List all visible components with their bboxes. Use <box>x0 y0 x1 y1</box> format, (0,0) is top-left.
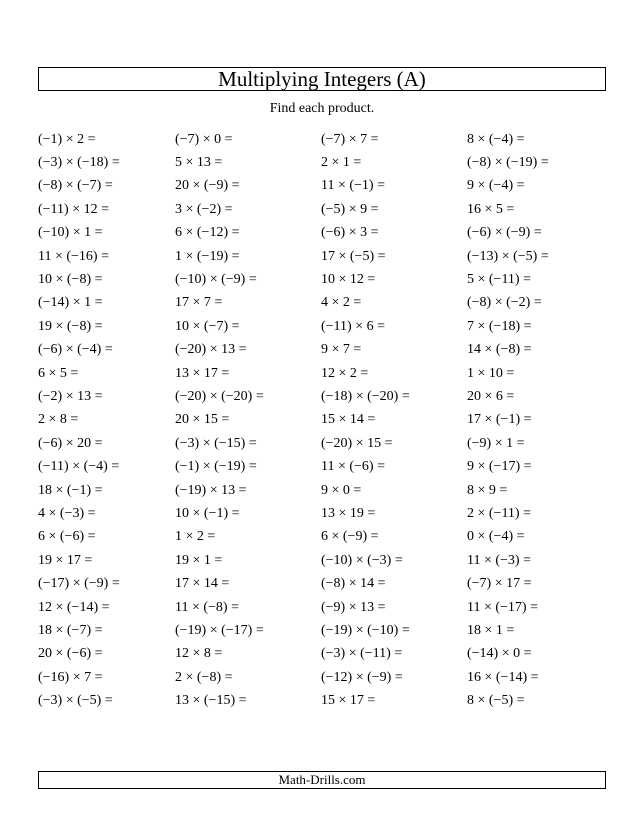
problem: (−6) × 20 = <box>38 435 103 451</box>
problem: (−13) × (−5) = <box>467 248 549 264</box>
problem: (−20) × 13 = <box>175 342 247 358</box>
problem: 4 × (−3) = <box>38 505 96 521</box>
problem: 12 × 8 = <box>175 646 223 662</box>
problem: 17 × (−5) = <box>321 248 386 264</box>
problem: 1 × 10 = <box>467 365 515 381</box>
problem: 14 × (−8) = <box>467 342 532 358</box>
problem: (−7) × 17 = <box>467 576 532 592</box>
problem: 11 × (−17) = <box>467 599 538 615</box>
problem: 15 × 14 = <box>321 412 376 428</box>
problem: 9 × 7 = <box>321 342 362 358</box>
problem: (−20) × 15 = <box>321 435 393 451</box>
problem-row <box>38 666 606 689</box>
problem-row <box>38 502 606 525</box>
problem: (−9) × 1 = <box>467 435 525 451</box>
problem: 11 × (−1) = <box>321 178 385 194</box>
problem: 17 × (−1) = <box>467 412 532 428</box>
problem: (−10) × 1 = <box>38 225 103 241</box>
problem: 19 × 17 = <box>38 552 93 568</box>
problem: 15 × 17 = <box>321 693 376 709</box>
problem: (−3) × (−15) = <box>175 435 257 451</box>
problem-row <box>38 315 606 338</box>
problem: 11 × (−6) = <box>321 459 385 475</box>
problem: (−8) × (−2) = <box>467 295 542 311</box>
problem: 18 × (−7) = <box>38 622 103 638</box>
worksheet-title: Multiplying Integers (A) <box>38 67 606 91</box>
problem: (−8) × (−19) = <box>467 155 549 171</box>
problem: (−5) × 9 = <box>321 201 379 217</box>
problem: 9 × (−17) = <box>467 459 532 475</box>
problem: 19 × 1 = <box>175 552 223 568</box>
problem: (−20) × (−20) = <box>175 388 264 404</box>
problem-row <box>38 689 606 712</box>
problem: (−18) × (−20) = <box>321 388 410 404</box>
problem: 10 × (−1) = <box>175 505 240 521</box>
problem-row <box>38 479 606 502</box>
problem: (−2) × 13 = <box>38 388 103 404</box>
problem-row <box>38 643 606 666</box>
problem: 1 × (−19) = <box>175 248 240 264</box>
problem: 3 × (−2) = <box>175 201 233 217</box>
footer: Math-Drills.com <box>38 771 606 789</box>
problem: (−10) × (−9) = <box>175 272 257 288</box>
problem: 2 × 8 = <box>38 412 79 428</box>
problem: 2 × (−11) = <box>467 505 531 521</box>
problem: 0 × (−4) = <box>467 529 525 545</box>
problem-row <box>38 455 606 478</box>
problem: 20 × 15 = <box>175 412 230 428</box>
problem: (−19) × (−10) = <box>321 622 410 638</box>
problem: (−10) × (−3) = <box>321 552 403 568</box>
problem: 20 × (−9) = <box>175 178 240 194</box>
problem-row <box>38 432 606 455</box>
problem-row <box>38 526 606 549</box>
problem: (−1) × (−19) = <box>175 459 257 475</box>
problem: (−6) × (−9) = <box>467 225 542 241</box>
problem: (−7) × 7 = <box>321 131 379 147</box>
problem: (−14) × 1 = <box>38 295 103 311</box>
problem: 7 × (−18) = <box>467 318 532 334</box>
problem: 6 × 5 = <box>38 365 79 381</box>
problem: (−3) × (−11) = <box>321 646 403 662</box>
problem: 17 × 14 = <box>175 576 230 592</box>
problem: (−6) × 3 = <box>321 225 379 241</box>
problem: 1 × 2 = <box>175 529 216 545</box>
problem-row <box>38 292 606 315</box>
problem-row <box>38 339 606 362</box>
problem: 5 × 13 = <box>175 155 223 171</box>
problem: 18 × (−1) = <box>38 482 103 498</box>
problem: (−19) × 13 = <box>175 482 247 498</box>
problem: 11 × (−8) = <box>175 599 239 615</box>
problem-grid <box>38 128 606 713</box>
problem-row <box>38 549 606 572</box>
problem: (−7) × 0 = <box>175 131 233 147</box>
problem: 5 × (−11) = <box>467 272 531 288</box>
problem: 10 × 12 = <box>321 272 376 288</box>
problem: (−17) × (−9) = <box>38 576 120 592</box>
problem-row <box>38 175 606 198</box>
problem-row <box>38 619 606 642</box>
problem: 18 × 1 = <box>467 622 515 638</box>
problem-row <box>38 245 606 268</box>
problem: 4 × 2 = <box>321 295 362 311</box>
problem: 19 × (−8) = <box>38 318 103 334</box>
problem: 9 × (−4) = <box>467 178 525 194</box>
problem: 10 × (−7) = <box>175 318 240 334</box>
problem: 8 × (−5) = <box>467 693 525 709</box>
problem: 8 × 9 = <box>467 482 508 498</box>
problem: 16 × 5 = <box>467 201 515 217</box>
problem: 6 × (−9) = <box>321 529 379 545</box>
problem-row <box>38 198 606 221</box>
problem: 13 × 19 = <box>321 505 376 521</box>
problem: (−11) × 6 = <box>321 318 385 334</box>
problem: (−8) × (−7) = <box>38 178 113 194</box>
problem-row <box>38 128 606 151</box>
problem-row <box>38 572 606 595</box>
problem: 20 × 6 = <box>467 388 515 404</box>
problem: 20 × (−6) = <box>38 646 103 662</box>
problem: 11 × (−16) = <box>38 248 109 264</box>
problem: 2 × (−8) = <box>175 669 233 685</box>
problem: 12 × (−14) = <box>38 599 110 615</box>
problem-row <box>38 385 606 408</box>
problem: 16 × (−14) = <box>467 669 539 685</box>
problem-row <box>38 151 606 174</box>
instructions: Find each product. <box>269 101 375 116</box>
problem: 10 × (−8) = <box>38 272 103 288</box>
problem: (−16) × 7 = <box>38 669 103 685</box>
problem-row <box>38 409 606 432</box>
problem-row <box>38 222 606 245</box>
problem-row <box>38 268 606 291</box>
problem: 2 × 1 = <box>321 155 362 171</box>
problem: (−6) × (−4) = <box>38 342 113 358</box>
problem: 6 × (−12) = <box>175 225 240 241</box>
problem: (−12) × (−9) = <box>321 669 403 685</box>
problem: (−9) × 13 = <box>321 599 386 615</box>
problem: 8 × (−4) = <box>467 131 525 147</box>
problem-row <box>38 596 606 619</box>
problem: (−8) × 14 = <box>321 576 386 592</box>
problem: (−1) × 2 = <box>38 131 96 147</box>
problem-row <box>38 362 606 385</box>
problem: (−11) × (−4) = <box>38 459 120 475</box>
problem: 9 × 0 = <box>321 482 362 498</box>
problem: 6 × (−6) = <box>38 529 96 545</box>
problem: (−19) × (−17) = <box>175 622 264 638</box>
problem: (−14) × 0 = <box>467 646 532 662</box>
problem: 12 × 2 = <box>321 365 369 381</box>
problem: (−11) × 12 = <box>38 201 109 217</box>
problem: 13 × 17 = <box>175 365 230 381</box>
problem: 11 × (−3) = <box>467 552 531 568</box>
problem: (−3) × (−5) = <box>38 693 113 709</box>
problem: (−3) × (−18) = <box>38 155 120 171</box>
problem: 13 × (−15) = <box>175 693 247 709</box>
problem: 17 × 7 = <box>175 295 223 311</box>
